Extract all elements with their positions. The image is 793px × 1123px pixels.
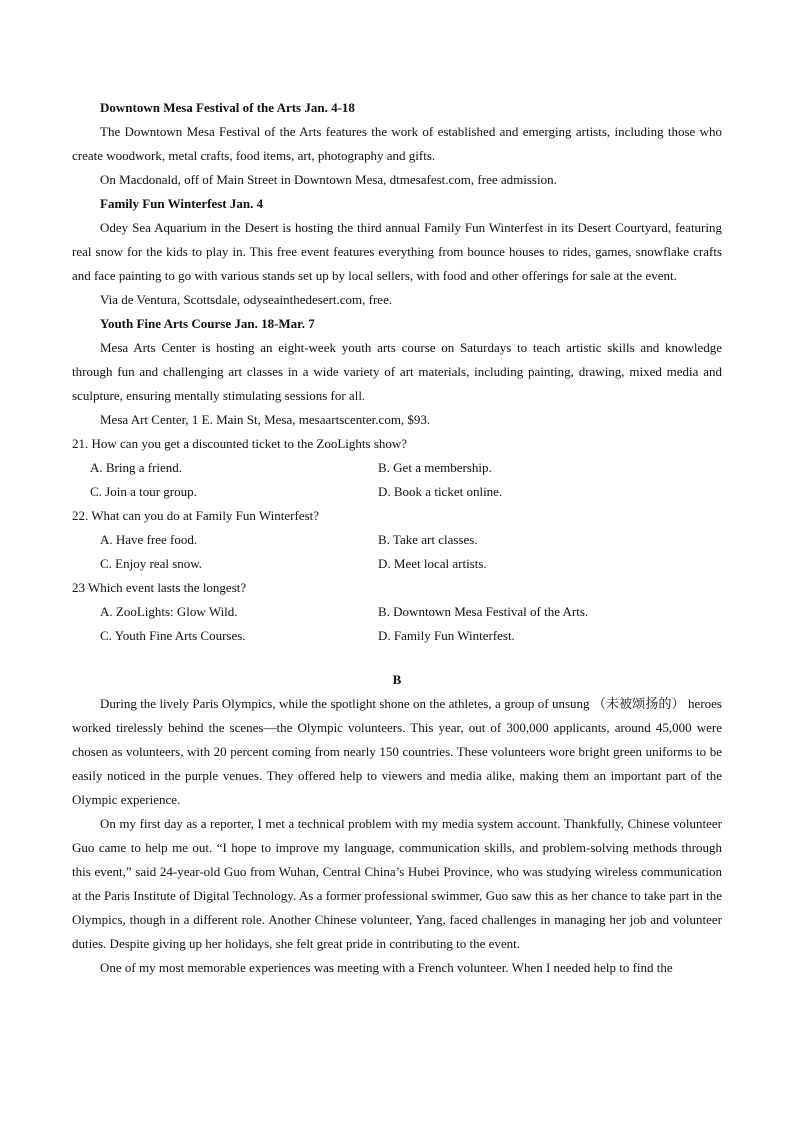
section-b-paragraph-3: One of my most memorable experiences was meeting with a French volunteer. When I needed help to find the [100, 960, 673, 975]
question-23-option-d: D. Family Fun Winterfest. [378, 628, 515, 643]
question-22-stem: 22. What can you do at Family Fun Winterfest? [72, 508, 320, 523]
document-page [72, 96, 722, 980]
section-b-label: B [392, 672, 402, 687]
section-b-paragraph-1: During the lively Paris Olympics, while the spotlight shone on the athletes, a group of unsung （未被颂扬的） heroes worked tirelessly behind the scenes—the Olympic volunteers. This year, out of 300,000 applicants, around 45,000 were chosen as volunteers, with 20 percent coming from nearly 150 countries. These volunteers wore bright green uniforms to be easily noticed in the purple venues. They offered help to viewers and media alike, making them an important part of the Olympic experience. [72, 696, 722, 807]
event-desc-mesa-festival: The Downtown Mesa Festival of the Arts features the work of established and emerging artists, including those who create woodwork, metal crafts, food items, art, photography and gifts. [72, 124, 722, 163]
event-desc-youth-arts: Mesa Arts Center is hosting an eight-week youth arts course on Saturdays to teach artistic skills and knowledge through fun and challenging art classes in a wide variety of art materials, including painting, drawing, mixed media and sculpture, ensuring mentally stimulating sessions for all. [72, 340, 722, 403]
question-23-stem: 23 Which event lasts the longest? [72, 580, 247, 595]
event-title-winterfest: Family Fun Winterfest Jan. 4 [100, 196, 264, 211]
question-22-option-b: B. Take art classes. [378, 532, 478, 547]
question-21-option-c: C. Join a tour group. [90, 484, 197, 499]
question-23-option-c: C. Youth Fine Arts Courses. [100, 628, 246, 643]
question-23-options-row1 [72, 600, 722, 624]
question-22-options-row1 [72, 528, 722, 552]
question-21-option-b: B. Get a membership. [378, 460, 492, 475]
question-21-option-d: D. Book a ticket online. [378, 484, 503, 499]
event-info-winterfest: Via de Ventura, Scottsdale, odyseainthedesert.com, free. [100, 292, 393, 307]
event-title-youth-arts: Youth Fine Arts Course Jan. 18-Mar. 7 [100, 316, 315, 331]
question-21-option-a: A. Bring a friend. [90, 460, 183, 475]
event-info-youth-arts: Mesa Art Center, 1 E. Main St, Mesa, mesaartscenter.com, $93. [100, 412, 431, 427]
question-21-options-row1 [72, 456, 722, 480]
event-title-mesa-festival: Downtown Mesa Festival of the Arts Jan. 4-18 [100, 100, 355, 115]
section-b-paragraph-2: On my first day as a reporter, I met a technical problem with my media system account. Thankfully, Chinese volunteer Guo came to help me out. “I hope to improve my language, communication skills, and problem-solving methods through this event,” said 24-year-old Guo from Wuhan, Central China’s Hubei Province, who was studying wireless communication at the Paris Institute of Digital Technology. As a former professional swimmer, Guo saw this as her chance to take part in the Olympics, though in a different role. Another Chinese volunteer, Yang, faced challenges in managing her job and volunteer duties. Despite giving up her holidays, she felt great pride in contributing to the event. [72, 816, 722, 951]
question-23-option-a: A. ZooLights: Glow Wild. [100, 604, 238, 619]
question-22-options-row2 [72, 552, 722, 576]
question-22-option-d: D. Meet local artists. [378, 556, 487, 571]
question-21-options-row2 [72, 480, 722, 504]
question-22-option-a: A. Have free food. [100, 532, 198, 547]
event-info-mesa-festival: On Macdonald, off of Main Street in Downtown Mesa, dtmesafest.com, free admission. [100, 172, 557, 187]
event-desc-winterfest: Odey Sea Aquarium in the Desert is hosting the third annual Family Fun Winterfest in its Desert Courtyard, featuring real snow for the kids to play in. This free event features everything from bounce houses to rides, games, snowflake crafts and face painting to go with various stands set up by local sellers, with food and other offerings for sale at the event. [72, 220, 722, 283]
question-22-option-c: C. Enjoy real snow. [100, 556, 203, 571]
question-23-option-b: B. Downtown Mesa Festival of the Arts. [378, 604, 589, 619]
question-23-options-row2 [72, 624, 722, 648]
question-21-stem: 21. How can you get a discounted ticket to the ZooLights show? [72, 436, 408, 451]
